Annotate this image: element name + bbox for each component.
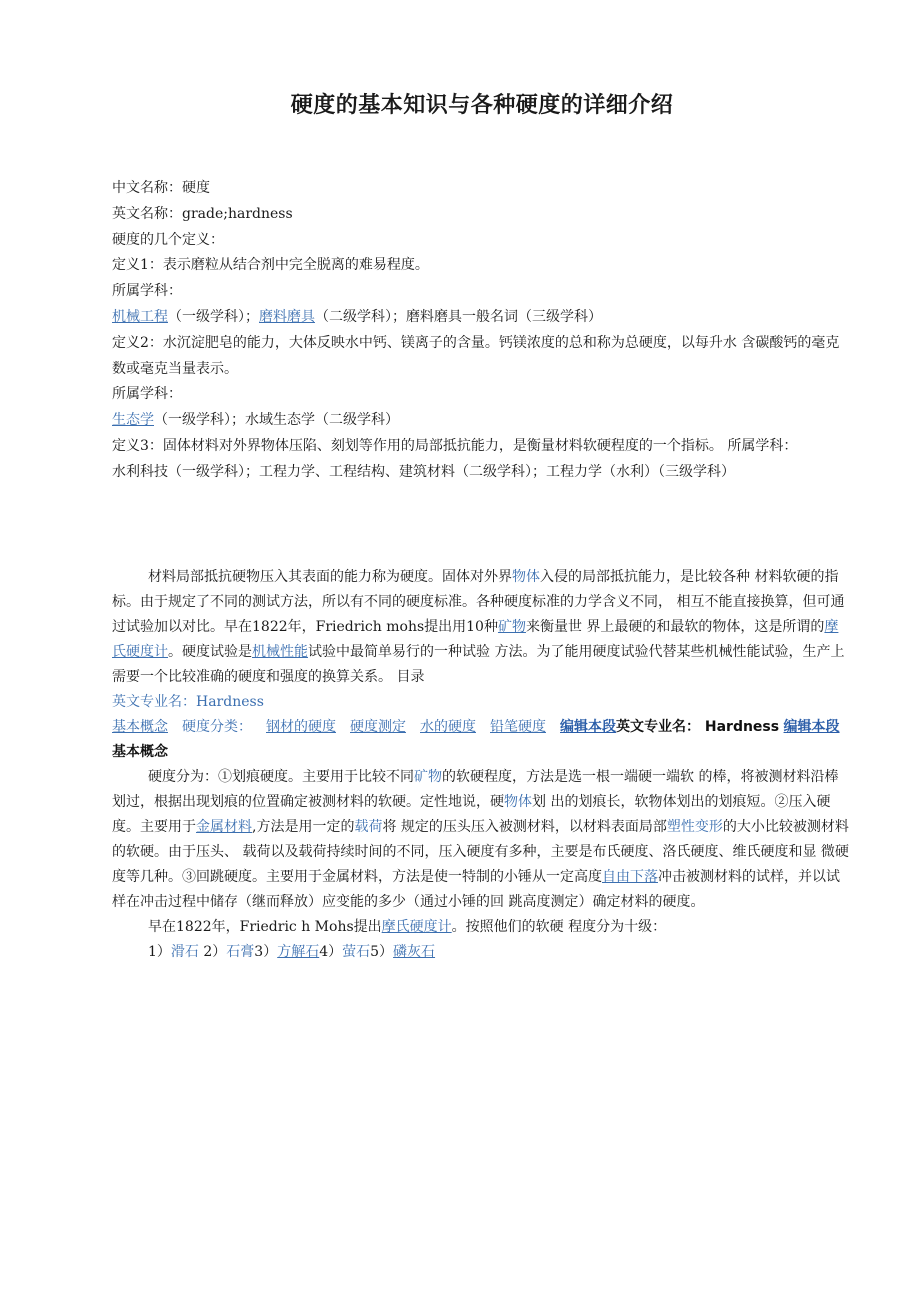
classification-text: ,方法是用一定的: [252, 819, 355, 835]
link-ecology[interactable]: 生态学: [112, 412, 154, 429]
subject-line-3: 水利科技（一级学科）；工程力学、工程结构、建筑材料（二级学科）；工程力学（水利）（三级学科）: [112, 463, 735, 480]
subject-label: 所属学科：: [112, 283, 182, 300]
intro-text: 来衡量世 界上最硬的和最软的物体，这是所谓的: [525, 619, 825, 635]
definitions-heading: 硬度的几个定义：: [112, 231, 224, 248]
link-talc[interactable]: 滑石: [170, 944, 199, 960]
link-object[interactable]: 物体: [504, 794, 532, 810]
subject-text: （一级学科）；: [168, 308, 259, 325]
subject-label: 所属学科：: [112, 386, 182, 403]
scale-number: 2）: [198, 944, 227, 960]
link-mechanical-engineering[interactable]: 机械工程: [112, 308, 168, 325]
link-mohs-scale[interactable]: 摩氏硬度计: [112, 619, 839, 660]
classification-text: 划 出的划痕长，软物体划出的划痕短。②压入硬度。主要用于: [112, 794, 831, 835]
scale-number: 1）: [148, 944, 171, 960]
toc-link-classification[interactable]: 硬度分类：: [182, 719, 252, 735]
link-mohs-scale[interactable]: 摩氏硬度计: [381, 919, 452, 935]
chinese-name: 中文名称：硬度: [112, 180, 210, 196]
link-free-fall[interactable]: 自由下落: [602, 869, 658, 885]
intro-text: 入侵的局部抵抗能力，是比较各种 材料软硬的指标。由于规定了不同的测试方法，所以有不同的硬度标准。各种硬度标准的力学含义不同， 相互不能直接换算，但可通过试验加以对比。早在1822年，Friedrich mohs提出用10种: [112, 569, 845, 635]
english-name: 英文名称：grade;hardness: [112, 205, 293, 222]
article-body: [112, 565, 852, 965]
toc-english-name: [112, 690, 852, 715]
mohs-text: 早在1822年，Friedric h Mohs提出: [148, 919, 382, 935]
classification-paragraph: [112, 765, 852, 915]
link-load[interactable]: 载荷: [354, 819, 383, 835]
scale-number: 4）: [319, 944, 343, 960]
link-plastic-deformation[interactable]: 塑性变形: [666, 819, 723, 835]
intro-text: 。硬度试验是: [168, 644, 252, 660]
classification-text: 冲击被测材料的试样，并以试样在冲击过程中储存（继而释放）应变能的多少（通过小锤的回 跳高度测定）确定材料的硬度。: [112, 869, 840, 910]
mohs-paragraph: [112, 915, 852, 940]
link-metal-materials[interactable]: 金属材料: [196, 819, 252, 835]
toc-link-english-name[interactable]: 英文专业名：Hardness: [112, 694, 264, 710]
mohs-text: 。按照他们的软硬 程度分为十级：: [451, 919, 667, 935]
link-mineral[interactable]: 矿物: [497, 619, 526, 635]
link-abrasives[interactable]: 磨料磨具: [259, 308, 315, 325]
section-heading-basic-concept: 基本概念: [112, 744, 168, 760]
link-calcite[interactable]: 方解石: [277, 944, 320, 960]
edit-section-link[interactable]: 编辑本段: [560, 719, 616, 735]
link-fluorite[interactable]: 萤石: [342, 944, 371, 960]
intro-paragraph: [112, 565, 852, 690]
link-mineral[interactable]: 矿物: [414, 769, 442, 785]
definition-3: 定义3：固体材料对外界物体压陷、刻划等作用的局部抵抗能力，是衡量材料软硬程度的一个指标。 所属学科：: [112, 437, 798, 454]
subject-text: （二级学科）；磨料磨具一般名词（三级学科）: [315, 308, 602, 325]
classification-text: 的大小比较被测材料的软硬。由于压头、 载荷以及载荷持续时间的不同，压入硬度有多种，主要是布氏硬度、洛氏硬度、维氏硬度和显 微硬度等几种。③回跳硬度。主要用于金属材料，方法是使一特制的小锤从一定高度: [112, 819, 849, 885]
subject-line-1: [112, 305, 852, 331]
link-gypsum[interactable]: 石膏: [226, 944, 255, 960]
table-of-contents: [112, 715, 852, 765]
subject-line-2: [112, 408, 852, 434]
scale-number: 5）: [370, 944, 394, 960]
classification-text: 硬度分为：①划痕硬度。主要用于比较不同: [148, 769, 414, 785]
link-object[interactable]: 物体: [512, 569, 540, 585]
definition-2: 定义2：水沉淀肥皂的能力，大体反映水中钙、镁离子的含量。钙镁浓度的总和称为总硬度，以每升水 含碳酸钙的毫克数或毫克当量表示。: [112, 334, 840, 377]
classification-text: 将 规定的压头压入被测材料，以材料表面局部: [382, 819, 667, 835]
toc-link-water-hardness[interactable]: 水的硬度: [420, 719, 476, 735]
toc-link-basic-concept[interactable]: 基本概念: [112, 719, 168, 735]
mohs-scale-list: [112, 940, 852, 965]
intro-text: 材料局部抵抗硬物压入其表面的能力称为硬度。固体对外界: [148, 569, 512, 585]
document-title: 硬度的基本知识与各种硬度的详细介绍: [290, 92, 674, 118]
classification-text: 的软硬程度，方法是选一根一端硬一端软 的棒，将被测材料沿棒划过，根据出现划痕的位置确定被测材料的软硬。定性地说，硬: [112, 769, 839, 810]
definition-1: 定义1：表示磨粒从结合剂中完全脱离的难易程度。: [112, 257, 429, 274]
intro-text: 试验中最简单易行的一种试验 方法。为了能用硬度试验代替某些机械性能试验，生产上需要一个比较准确的硬度和强度的换算关系。 目录: [112, 644, 845, 685]
term-metadata: [112, 176, 852, 486]
subject-text: （一级学科）；水域生态学（二级学科）: [154, 412, 399, 429]
edit-section-link[interactable]: 编辑本段: [783, 719, 840, 735]
scale-number: 3）: [254, 944, 278, 960]
link-apatite[interactable]: 磷灰石: [393, 944, 436, 960]
toc-link-pencil-hardness[interactable]: 铅笔硬度: [490, 719, 546, 735]
toc-link-hardness-measurement[interactable]: 硬度测定: [350, 719, 406, 735]
section-heading-english-name: 英文专业名： Hardness: [616, 719, 780, 735]
link-mechanical-properties[interactable]: 机械性能: [252, 644, 308, 660]
toc-link-steel-hardness[interactable]: 钢材的硬度: [266, 719, 336, 735]
